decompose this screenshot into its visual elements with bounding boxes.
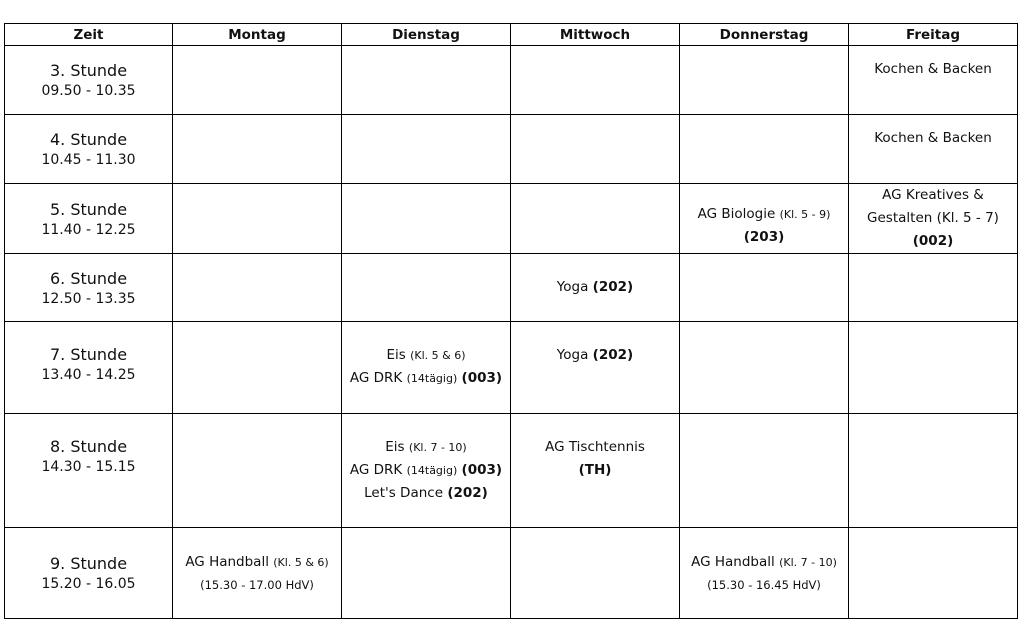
course-name: AG Handball — [185, 553, 269, 570]
cell-dienstag — [342, 46, 511, 115]
lesson-label: 4. Stunde — [49, 130, 128, 149]
lesson-label: 5. Stunde — [49, 199, 128, 219]
course-room: (003) — [461, 462, 503, 478]
course-ag-handball — [680, 551, 848, 574]
course-yoga — [557, 279, 633, 295]
lesson-label: 6. Stunde — [49, 268, 128, 288]
course-room: (TH) — [578, 462, 612, 478]
cell-dienstag — [342, 322, 511, 414]
lesson-label: 8. Stunde — [49, 437, 128, 456]
time-cell — [5, 414, 173, 528]
header-montag: Montag — [173, 24, 342, 46]
lesson-label: 3. Stunde — [49, 61, 128, 80]
course-eis — [342, 436, 510, 459]
lesson-time: 10.45 - 11.30 — [41, 152, 136, 168]
cell-montag — [173, 414, 342, 528]
course-name: Yoga — [556, 279, 589, 295]
cell-dienstag — [342, 184, 511, 254]
cell-freitag — [849, 414, 1018, 528]
header-zeit: Zeit — [5, 24, 173, 46]
time-cell — [5, 46, 173, 115]
time-cell — [5, 322, 173, 414]
course-name: AG DRK — [349, 370, 403, 386]
header-donnerstag: Donnerstag — [680, 24, 849, 46]
course-ag-drk — [342, 459, 510, 482]
course-name: Let's Dance — [364, 485, 444, 501]
course-line: Gestalten (Kl. 5 - 7) — [867, 210, 999, 226]
lesson-label: 7. Stunde — [49, 345, 128, 364]
course-ag-biologie — [680, 203, 848, 226]
course-room: (202) — [592, 347, 634, 363]
table-row — [5, 528, 1018, 619]
header-freitag: Freitag — [849, 24, 1018, 46]
cell-mittwoch — [511, 115, 680, 184]
time-cell — [5, 528, 173, 619]
cell-montag — [173, 254, 342, 322]
cell-dienstag — [342, 528, 511, 619]
course-note: (Kl. 5 - 9) — [779, 207, 831, 221]
time-cell — [5, 254, 173, 322]
cell-donnerstag — [680, 46, 849, 115]
course-note: (14tägig) — [406, 464, 458, 477]
cell-donnerstag — [680, 115, 849, 184]
lesson-time: 13.40 - 14.25 — [41, 367, 136, 383]
table-row — [5, 322, 1018, 414]
cell-montag — [173, 115, 342, 184]
course-kochen-backen: Kochen & Backen — [874, 130, 992, 146]
course-room: (202) — [447, 485, 488, 501]
cell-dienstag — [342, 254, 511, 322]
header-mittwoch: Mittwoch — [511, 24, 680, 46]
table-row — [5, 46, 1018, 115]
timetable — [4, 23, 1018, 619]
course-room: (003) — [461, 370, 503, 386]
time-cell — [5, 184, 173, 254]
cell-donnerstag — [680, 184, 849, 254]
course-note: (Kl. 5 & 6) — [273, 555, 329, 569]
lesson-label: 9. Stunde — [49, 554, 128, 573]
cell-donnerstag — [680, 528, 849, 619]
course-name: AG Biologie — [697, 205, 776, 222]
course-yoga — [557, 347, 633, 363]
table-row — [5, 184, 1018, 254]
course-ag-handball — [173, 551, 341, 574]
cell-freitag — [849, 254, 1018, 322]
cell-freitag — [849, 115, 1018, 184]
cell-freitag — [849, 184, 1018, 254]
cell-mittwoch — [511, 414, 680, 528]
table-row — [5, 414, 1018, 528]
course-ag-tischtennis: AG Tischtennis — [545, 439, 645, 455]
cell-dienstag — [342, 115, 511, 184]
cell-freitag — [849, 322, 1018, 414]
course-name: Eis — [386, 347, 406, 363]
cell-mittwoch — [511, 528, 680, 619]
cell-donnerstag — [680, 414, 849, 528]
header-row — [5, 24, 1018, 46]
cell-montag — [173, 322, 342, 414]
cell-donnerstag — [680, 254, 849, 322]
course-ag-drk — [342, 367, 510, 390]
cell-montag — [173, 184, 342, 254]
time-cell — [5, 115, 173, 184]
lesson-time: 09.50 - 10.35 — [41, 83, 136, 99]
course-line: AG Kreatives & — [882, 187, 984, 203]
header-dienstag: Dienstag — [342, 24, 511, 46]
course-room: (202) — [592, 279, 634, 295]
cell-montag — [173, 528, 342, 619]
course-note: (Kl. 7 - 10) — [408, 441, 467, 454]
cell-mittwoch — [511, 46, 680, 115]
lesson-time: 12.50 - 13.35 — [41, 290, 136, 307]
course-name: Eis — [385, 439, 405, 455]
course-name: Yoga — [556, 347, 589, 363]
course-time-note: (15.30 - 16.45 HdV) — [707, 577, 821, 592]
cell-dienstag — [342, 414, 511, 528]
cell-mittwoch — [511, 322, 680, 414]
course-time-note: (15.30 - 17.00 HdV) — [200, 577, 314, 592]
cell-freitag — [849, 528, 1018, 619]
lesson-time: 14.30 - 15.15 — [41, 459, 136, 475]
table-row — [5, 115, 1018, 184]
course-lets-dance — [342, 482, 510, 505]
course-note: (14tägig) — [406, 372, 458, 385]
course-note: (Kl. 7 - 10) — [779, 555, 837, 569]
cell-montag — [173, 46, 342, 115]
cell-donnerstag — [680, 322, 849, 414]
lesson-time: 15.20 - 16.05 — [41, 576, 136, 592]
cell-mittwoch — [511, 184, 680, 254]
course-eis — [342, 344, 510, 367]
lesson-time: 11.40 - 12.25 — [41, 221, 136, 238]
course-kochen-backen: Kochen & Backen — [874, 61, 992, 77]
cell-mittwoch — [511, 254, 680, 322]
course-room: (002) — [912, 233, 954, 249]
course-name: AG Handball — [691, 553, 775, 570]
course-room: (203) — [743, 228, 785, 245]
course-note: (Kl. 5 & 6) — [410, 349, 466, 362]
cell-freitag — [849, 46, 1018, 115]
course-name: AG DRK — [349, 462, 403, 478]
table-row — [5, 254, 1018, 322]
